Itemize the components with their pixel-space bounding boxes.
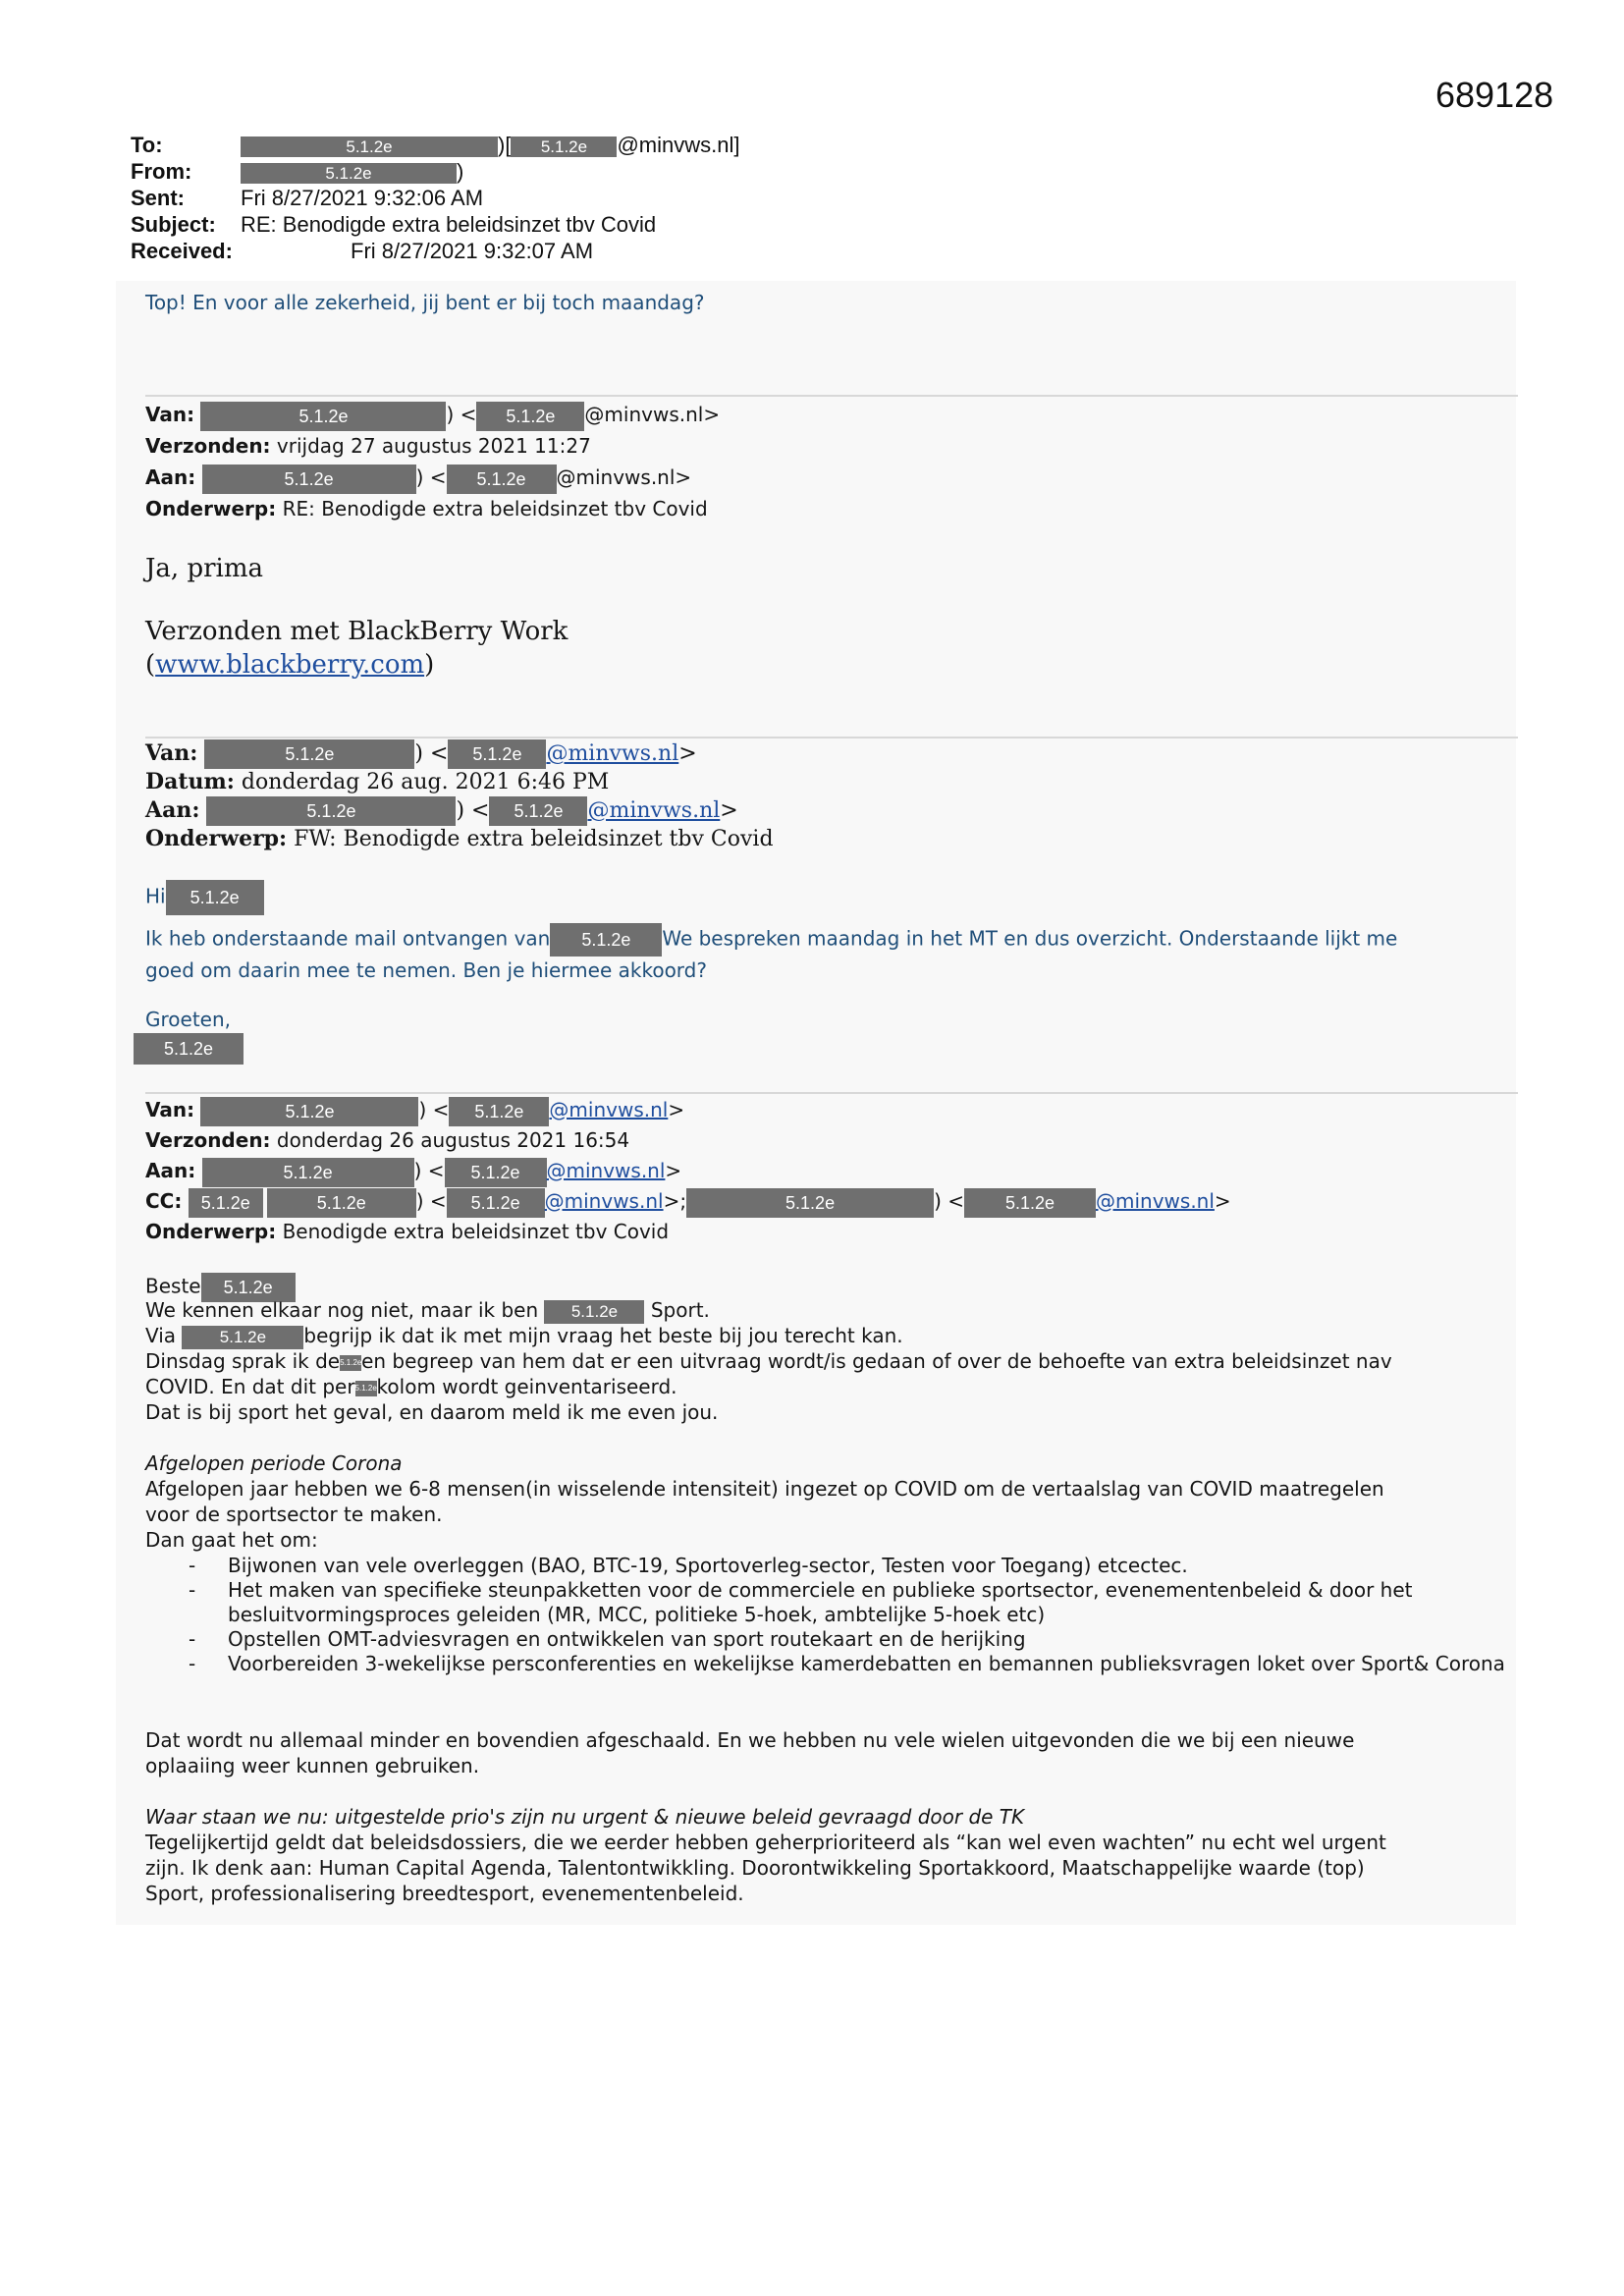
redaction-block: 5.1.2e <box>200 1097 418 1126</box>
body-line-3: Dinsdag sprak ik de5.1.2een begreep van hem dat er een uitvraag wordt/is gedaan of over de behoefte van extra beleidsinzet nav <box>145 1349 1392 1373</box>
activity-list <box>189 1554 1543 1676</box>
onderwerp-label: Onderwerp: <box>145 1220 277 1243</box>
email2-line2: goed om daarin mee te nemen. Ben je hiermee akkoord? <box>145 958 707 982</box>
email1-link-line: (www.blackberry.com) <box>145 650 435 680</box>
email3-cc-link-2[interactable]: @minvws.nl <box>1095 1189 1215 1213</box>
email3-header: Van: 5.1.2e ) < 5.1.2e @minvws.nl> Verzonden: donderdag 26 augustus 2021 16:54 Aan: 5.1.2e ) < 5.1.2e @minvws.nl> CC: 5.1.2e 5.1.2e ) < 5.1.2e @minvws.nl>; 5.1.2e ) < 5.1.2e @minvws.nl> Onderwerp: Benodigde extra beleidsinzet tbv Covid <box>145 1098 1231 1243</box>
body-line-4: COVID. En dat dit per5.1.2ekolom wordt geinventariseerd. <box>145 1375 677 1398</box>
list-item: - Voorbereiden 3-wekelijkse persconferenties en wekelijkse kamerdebatten en bemannen publieksvragen loket over Sport& Corona <box>189 1652 1505 1675</box>
redaction-block: 5.1.2e <box>449 1097 549 1126</box>
email1-signature: Verzonden met BlackBerry Work <box>145 617 568 646</box>
email1-domain: @minvws.nl> <box>584 403 721 426</box>
redaction-block: 5.1.2e <box>204 739 414 769</box>
redaction-block: 5.1.2e <box>511 137 617 157</box>
redaction-block: 5.1.2e <box>447 465 557 494</box>
redaction-block: 5.1.2e <box>267 1188 416 1218</box>
redaction-block: 5.1.2e <box>189 1188 263 1218</box>
datum-value: donderdag 26 aug. 2021 6:46 PM <box>241 770 610 794</box>
redaction-block: 5.1.2e <box>241 163 457 184</box>
section2-para-3: Sport, professionalisering breedtesport, evenementenbeleid. <box>145 1882 744 1905</box>
aan-label: Aan: <box>145 797 200 823</box>
separator <box>145 737 1518 738</box>
sent-value: Fri 8/27/2021 9:32:06 AM <box>241 186 484 210</box>
redaction-block: 5.1.2e <box>166 880 264 915</box>
redaction-block: 5.1.2e <box>241 137 498 157</box>
redaction-block: 5.1.2e <box>340 1355 361 1371</box>
received-value: Fri 8/27/2021 9:32:07 AM <box>351 239 594 263</box>
van-label: Van: <box>145 1098 195 1121</box>
blackberry-link[interactable]: www.blackberry.com <box>155 650 425 680</box>
list-item: - Het maken van specifieke steunpakketten voor de commerciele en publieke sportsector, evenementenbeleid & door het besluitvormingsproces geleiden (MR, MCC, politieke 5-hoek, ambtelijke 5-hoek etc) <box>189 1578 1413 1626</box>
cc-label: CC: <box>145 1189 183 1213</box>
section1-para-5: oplaaiing weer kunnen gebruiken. <box>145 1754 480 1777</box>
header-subject-row <box>131 211 818 238</box>
datum-label: Datum: <box>145 769 235 794</box>
redaction-block: 5.1.2e <box>445 1158 547 1187</box>
body-line-1: We kennen elkaar nog niet, maar ik ben 5.1.2e Sport. <box>145 1298 710 1322</box>
email3-cc-link-1[interactable]: @minvws.nl <box>544 1189 664 1213</box>
onderwerp-label: Onderwerp: <box>145 497 277 520</box>
redaction-block: 5.1.2e <box>206 796 456 826</box>
redaction-block: 5.1.2e <box>964 1188 1096 1218</box>
section1-para-1: Afgelopen jaar hebben we 6-8 mensen(in wisselende intensiteit) ingezet op COVID om de vertaalslag van COVID maatregelen <box>145 1477 1384 1501</box>
aan-label: Aan: <box>145 465 196 489</box>
to-domain: @minvws.nl] <box>617 133 740 157</box>
reply-top-text: Top! En voor alle zekerheid, jij bent er bij toch maandag? <box>145 291 705 314</box>
body-line-5: Dat is bij sport het geval, en daarom meld ik me even jou. <box>145 1400 719 1424</box>
received-label: Received: <box>131 239 233 263</box>
header-sent-row <box>131 185 818 211</box>
redaction-block: 5.1.2e <box>686 1188 934 1218</box>
document-id: 689128 <box>1435 75 1554 115</box>
body-line-2: Via 5.1.2e begrijp ik dat ik met mijn vraag het beste bij jou terecht kan. <box>145 1324 903 1347</box>
separator <box>145 395 1518 397</box>
verzonden-value: donderdag 26 augustus 2021 16:54 <box>276 1128 630 1152</box>
email2-line1: Ik heb onderstaande mail ontvangen van 5.1.2e We bespreken maandag in het MT en dus overzicht. Onderstaande lijkt me <box>145 923 1397 957</box>
email2-closing: Groeten, <box>145 1008 232 1031</box>
email2-aan-link[interactable]: @minvws.nl <box>587 798 721 823</box>
email3-van-link[interactable]: @minvws.nl <box>549 1098 669 1121</box>
redaction-block: 5.1.2e <box>202 1158 414 1187</box>
list-item: - Opstellen OMT-adviesvragen en ontwikkelen van sport routekaart en de herijking <box>189 1627 1026 1651</box>
section-title-corona: Afgelopen periode Corona <box>145 1451 403 1475</box>
redaction-block: 5.1.2e <box>134 1033 244 1065</box>
redaction-block: 5.1.2e <box>202 465 416 494</box>
redaction-block: 5.1.2e <box>355 1381 377 1396</box>
verzonden-label: Verzonden: <box>145 1128 271 1152</box>
onderwerp-label: Onderwerp: <box>145 826 288 851</box>
to-label: To: <box>131 133 163 157</box>
section1-para-4: Dat wordt nu allemaal minder en bovendien afgeschaald. En we hebben nu vele wielen uitgevonden die we bij een nieuwe <box>145 1728 1355 1752</box>
section2-para-1: Tegelijkertijd geldt dat beleidsdossiers, die we eerder hebben geherprioriteerd als “kan wel even wachten” nu echt wel urgent <box>145 1831 1386 1854</box>
email2-header: Van: 5.1.2e ) < 5.1.2e @minvws.nl> Datum: donderdag 26 aug. 2021 6:46 PM Aan: 5.1.2e ) < 5.1.2e @minvws.nl> Onderwerp: FW: Benodigde extra beleidsinzet tbv Covid <box>145 740 774 851</box>
beste-line: Beste 5.1.2e <box>145 1273 296 1302</box>
verzonden-label: Verzonden: <box>145 434 271 458</box>
header-to-row: To: 5.1.2e )[ 5.1.2e @minvws.nl] <box>131 133 740 157</box>
email2-sender-name <box>134 1033 244 1065</box>
section2-para-2: zijn. Ik denk aan: Human Capital Agenda, Talentontwikkling. Doorontwikkeling Sportakkoord, Maatschappelijke waarde (top) <box>145 1856 1365 1880</box>
email1-header: Van: 5.1.2e ) < 5.1.2e @minvws.nl> Verzonden: vrijdag 27 augustus 2021 11:27 Aan: 5.1.2e ) < 5.1.2e @minvws.nl> Onderwerp: RE: Benodigde extra beleidsinzet tbv Covid <box>145 403 721 520</box>
email2-van-link[interactable]: @minvws.nl <box>546 741 679 766</box>
redaction-block: 5.1.2e <box>489 796 587 826</box>
onderwerp-value: FW: Benodigde extra beleidsinzet tbv Covid <box>294 827 774 851</box>
email1-body-line: Ja, prima <box>145 554 263 583</box>
verzonden-value: vrijdag 27 augustus 2021 11:27 <box>276 434 591 458</box>
redaction-block: 5.1.2e <box>447 1188 545 1218</box>
onderwerp-value: Benodigde extra beleidsinzet tbv Covid <box>282 1220 670 1243</box>
onderwerp-value: RE: Benodigde extra beleidsinzet tbv Covid <box>282 497 708 520</box>
from-label: From: <box>131 159 192 184</box>
subject-value: RE: Benodigde extra beleidsinzet tbv Covid <box>241 212 657 237</box>
list-item: - Bijwonen van vele overleggen (BAO, BTC-19, Sportoverleg-sector, Testen voor Toegang) etcectec. <box>189 1554 1188 1577</box>
van-label: Van: <box>145 403 195 426</box>
separator <box>145 1092 1518 1094</box>
section1-para-3: Dan gaat het om: <box>145 1528 318 1552</box>
subject-label: Subject: <box>131 212 216 237</box>
redaction-block: 5.1.2e <box>448 739 546 769</box>
redaction-block: 5.1.2e <box>550 923 662 957</box>
aan-label: Aan: <box>145 1159 196 1182</box>
header-from-row: From: 5.1.2e ) <box>131 159 464 184</box>
header-received-row <box>131 238 818 264</box>
email3-aan-link[interactable]: @minvws.nl <box>546 1159 666 1182</box>
section-title-urgent: Waar staan we nu: uitgestelde prio's zijn nu urgent & nieuwe beleid gevraagd door de TK <box>145 1805 1025 1829</box>
email2-greeting: Hi 5.1.2e <box>145 880 264 915</box>
email-body <box>116 281 1516 1925</box>
redaction-block: 5.1.2e <box>544 1300 644 1324</box>
redaction-block: 5.1.2e <box>201 1273 296 1302</box>
message-header <box>131 132 818 264</box>
sent-label: Sent: <box>131 186 185 210</box>
van-label: Van: <box>145 740 198 766</box>
section1-para-2: voor de sportsector te maken. <box>145 1503 443 1526</box>
redaction-block: 5.1.2e <box>200 402 446 431</box>
redaction-block: 5.1.2e <box>182 1326 303 1349</box>
redaction-block: 5.1.2e <box>476 402 584 431</box>
email1-aan-domain: @minvws.nl> <box>556 465 692 489</box>
